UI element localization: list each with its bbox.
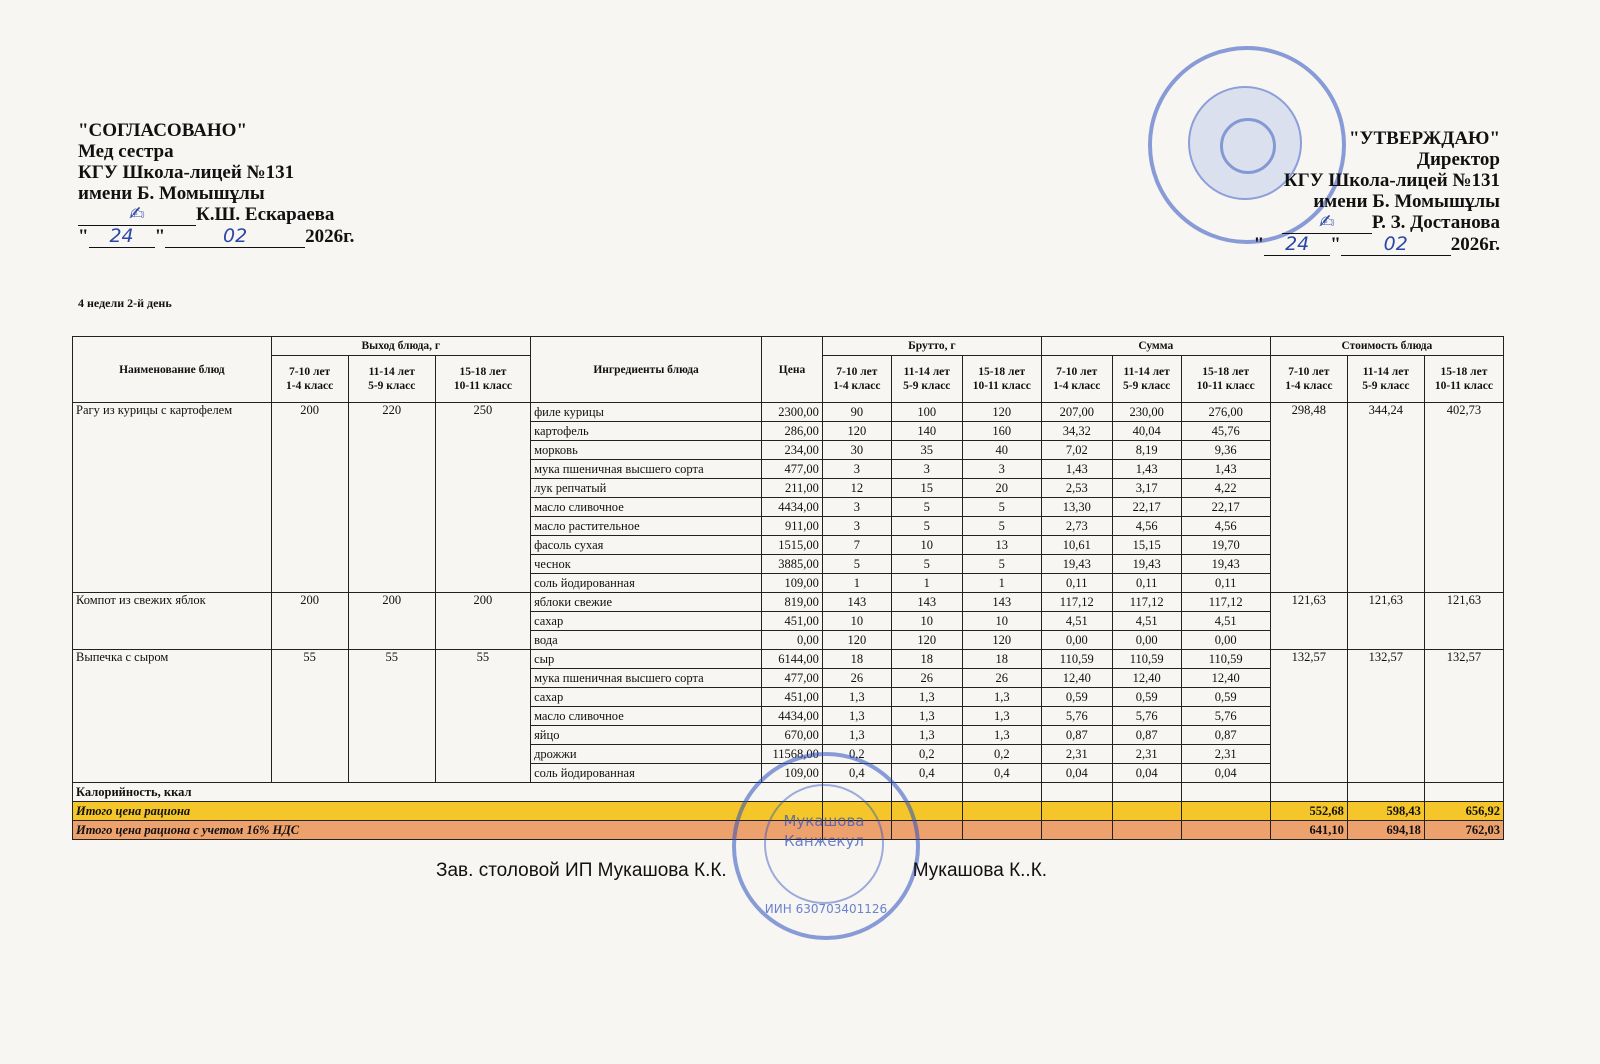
ingredient-price: 670,00 [762, 726, 823, 745]
approval-left [78, 120, 354, 248]
table-row [73, 650, 1504, 669]
ingredient-price: 911,00 [762, 517, 823, 536]
ingredient-sum: 3,17 [1112, 479, 1181, 498]
ingredient-sum: 2,53 [1041, 479, 1112, 498]
ingredient-price: 819,00 [762, 593, 823, 612]
approval-left-person: К.Ш. Ескараева [196, 204, 335, 225]
age-label: 7-10 лет [1056, 366, 1098, 378]
week-day-label: 4 недели 2-й день [78, 296, 172, 310]
empty-cell [1112, 802, 1181, 821]
total-vat-row-value: 641,10 [1270, 821, 1347, 840]
ingredient-sum: 0,04 [1041, 764, 1112, 783]
empty-cell [1112, 783, 1181, 802]
ingredient-sum: 45,76 [1181, 422, 1270, 441]
approval-left-org-name: имени Б. Момышұлы [78, 183, 265, 204]
approval-left-title: "СОГЛАСОВАНО" [78, 120, 248, 141]
ingredient-gross: 1,3 [962, 688, 1041, 707]
ingredient-sum: 0,87 [1181, 726, 1270, 745]
dish-cost: 298,48 [1270, 403, 1347, 593]
ingredient-sum: 19,43 [1181, 555, 1270, 574]
ingredient-sum: 0,00 [1181, 631, 1270, 650]
dish-output: 200 [435, 593, 530, 650]
ingredient-gross: 1,3 [822, 707, 891, 726]
ingredient-gross: 143 [891, 593, 962, 612]
ingredient-name: яблоки свежие [531, 593, 762, 612]
ingredient-sum: 0,59 [1041, 688, 1112, 707]
approval-left-month: 02 [165, 226, 305, 248]
ingredient-sum: 117,12 [1112, 593, 1181, 612]
approval-left-day: 24 [89, 226, 155, 248]
header-output: Выход блюда, г [271, 337, 530, 356]
ingredient-gross: 3 [891, 460, 962, 479]
ingredient-gross: 18 [891, 650, 962, 669]
ingredient-sum: 5,76 [1181, 707, 1270, 726]
total-row-value: 598,43 [1347, 802, 1424, 821]
ingredient-sum: 0,00 [1112, 631, 1181, 650]
empty-cell [962, 802, 1041, 821]
age-label: 15-18 лет [1440, 366, 1488, 378]
age-label: 11-14 лет [903, 366, 950, 378]
ingredient-sum: 2,73 [1041, 517, 1112, 536]
ingredient-sum: 0,11 [1041, 574, 1112, 593]
ingredient-gross: 26 [962, 669, 1041, 688]
table-row [73, 403, 1504, 422]
empty-cell [1041, 802, 1112, 821]
ingredient-price: 11568,00 [762, 745, 823, 764]
ingredient-sum: 4,51 [1041, 612, 1112, 631]
approval-left-position: Мед сестра [78, 141, 174, 162]
ingredient-gross: 1,3 [891, 726, 962, 745]
ingredient-gross: 12 [822, 479, 891, 498]
ingredient-gross: 1,3 [962, 707, 1041, 726]
ingredient-gross: 0,2 [822, 745, 891, 764]
ingredient-price: 1515,00 [762, 536, 823, 555]
ingredient-gross: 10 [891, 612, 962, 631]
ingredient-gross: 3 [822, 517, 891, 536]
age-label: 7-10 лет [1288, 366, 1330, 378]
dish-name: Выпечка с сыром [73, 650, 272, 783]
ingredient-gross: 3 [822, 498, 891, 517]
ingredient-gross: 1 [962, 574, 1041, 593]
ingredient-sum: 2,31 [1112, 745, 1181, 764]
approval-left-signature-line [78, 204, 354, 226]
ingredient-sum: 0,04 [1181, 764, 1270, 783]
dish-output: 55 [271, 650, 348, 783]
ingredient-name: масло сливочное [531, 498, 762, 517]
ingredient-sum: 19,70 [1181, 536, 1270, 555]
empty-cell [1181, 802, 1270, 821]
ingredient-sum: 19,43 [1112, 555, 1181, 574]
ingredient-name: чеснок [531, 555, 762, 574]
approval-right [1254, 128, 1500, 256]
approval-left-org: КГУ Школа-лицей №131 [78, 162, 295, 183]
seal-iin: ИИН 630703401126 [764, 902, 888, 916]
dish-cost: 121,63 [1270, 593, 1347, 650]
ingredient-gross: 13 [962, 536, 1041, 555]
ingredient-gross: 3 [962, 460, 1041, 479]
ingredient-sum: 207,00 [1041, 403, 1112, 422]
dish-output: 200 [271, 403, 348, 593]
ingredient-sum: 1,43 [1181, 460, 1270, 479]
dish-cost: 121,63 [1424, 593, 1503, 650]
ingredient-gross: 0,4 [962, 764, 1041, 783]
ingredient-name: сыр [531, 650, 762, 669]
header-age-group [1347, 356, 1424, 403]
ingredient-name: сахар [531, 688, 762, 707]
ingredient-gross: 30 [822, 441, 891, 460]
total-vat-row-value: 694,18 [1347, 821, 1424, 840]
ingredient-gross: 1,3 [822, 688, 891, 707]
header-age-group [348, 356, 435, 403]
ingredient-gross: 160 [962, 422, 1041, 441]
header-row [73, 337, 1504, 356]
dish-output: 55 [435, 650, 530, 783]
calories-label: Калорийность, ккал [73, 783, 823, 802]
ingredient-price: 109,00 [762, 764, 823, 783]
ingredient-name: масло сливочное [531, 707, 762, 726]
ingredient-price: 0,00 [762, 631, 823, 650]
ingredient-gross: 5 [891, 555, 962, 574]
dish-output: 220 [348, 403, 435, 593]
grade-label: 5-9 класс [1123, 380, 1171, 392]
header-gross: Брутто, г [822, 337, 1041, 356]
ingredient-gross: 20 [962, 479, 1041, 498]
ingredient-gross: 120 [891, 631, 962, 650]
ingredient-sum: 34,32 [1041, 422, 1112, 441]
ingredient-sum: 1,43 [1041, 460, 1112, 479]
dish-output: 200 [348, 593, 435, 650]
ingredient-name: лук репчатый [531, 479, 762, 498]
age-label: 11-14 лет [1123, 366, 1170, 378]
signature-blank [78, 204, 196, 226]
ingredient-gross: 1,3 [822, 726, 891, 745]
dish-cost: 132,57 [1424, 650, 1503, 783]
dish-cost: 132,57 [1347, 650, 1424, 783]
grade-label: 5-9 класс [903, 380, 951, 392]
empty-cell [1112, 821, 1181, 840]
ingredient-sum: 13,30 [1041, 498, 1112, 517]
ingredient-name: вода [531, 631, 762, 650]
footer-signature-line [436, 860, 1047, 882]
grade-label: 1-4 класс [833, 380, 881, 392]
ingredient-sum: 4,51 [1181, 612, 1270, 631]
header-dish-cost: Стоимость блюда [1270, 337, 1503, 356]
ingredient-gross: 143 [822, 593, 891, 612]
empty-cell [1181, 821, 1270, 840]
ingredient-gross: 1,3 [891, 688, 962, 707]
ingredient-sum: 2,31 [1181, 745, 1270, 764]
dish-cost: 132,57 [1270, 650, 1347, 783]
ingredient-gross: 1 [891, 574, 962, 593]
age-label: 7-10 лет [289, 366, 331, 378]
dish-name: Компот из свежих яблок [73, 593, 272, 650]
ingredient-gross: 90 [822, 403, 891, 422]
ingredient-price: 451,00 [762, 612, 823, 631]
header-age-group [1112, 356, 1181, 403]
ingredient-price: 451,00 [762, 688, 823, 707]
ingredient-sum: 5,76 [1041, 707, 1112, 726]
dish-output: 250 [435, 403, 530, 593]
ingredient-name: соль йодированная [531, 764, 762, 783]
approval-left-year: 2026г. [305, 226, 355, 247]
approval-right-day: 24 [1264, 234, 1330, 256]
ingredient-sum: 110,59 [1181, 650, 1270, 669]
handwritten-signature: ✍ [129, 203, 145, 225]
ingredient-name: фасоль сухая [531, 536, 762, 555]
ingredient-sum: 1,43 [1112, 460, 1181, 479]
ingredient-sum: 0,00 [1041, 631, 1112, 650]
ingredient-sum: 22,17 [1181, 498, 1270, 517]
ingredient-price: 109,00 [762, 574, 823, 593]
total-vat-row-value: 762,03 [1424, 821, 1503, 840]
grade-label: 10-11 класс [1434, 380, 1493, 392]
ingredient-sum: 0,11 [1181, 574, 1270, 593]
ingredient-gross: 120 [822, 422, 891, 441]
grade-label: 1-4 класс [1285, 380, 1333, 392]
footer-right: Мукашова К..К. [912, 860, 1048, 881]
ingredient-gross: 100 [891, 403, 962, 422]
ingredient-gross: 26 [891, 669, 962, 688]
grade-label: 5-9 класс [368, 380, 416, 392]
ingredient-sum: 4,51 [1112, 612, 1181, 631]
total-row-value: 552,68 [1270, 802, 1347, 821]
approval-right-year: 2026г. [1450, 234, 1500, 255]
ingredient-price: 4434,00 [762, 707, 823, 726]
ingredient-sum: 12,40 [1181, 669, 1270, 688]
header-age-group [1270, 356, 1347, 403]
header-age-group [271, 356, 348, 403]
ingredient-sum: 2,31 [1041, 745, 1112, 764]
dish-output: 200 [271, 593, 348, 650]
empty-cell [1181, 783, 1270, 802]
ingredient-sum: 22,17 [1112, 498, 1181, 517]
age-label: 15-18 лет [1202, 366, 1250, 378]
ingredient-gross: 120 [962, 631, 1041, 650]
grade-label: 5-9 класс [1362, 380, 1410, 392]
ingredient-gross: 120 [962, 403, 1041, 422]
ingredient-gross: 0,4 [822, 764, 891, 783]
ingredient-gross: 26 [822, 669, 891, 688]
ingredient-sum: 0,11 [1112, 574, 1181, 593]
dish-cost: 402,73 [1424, 403, 1503, 593]
ingredient-sum: 110,59 [1041, 650, 1112, 669]
ingredient-sum: 12,40 [1041, 669, 1112, 688]
ingredient-name: филе курицы [531, 403, 762, 422]
ingredient-gross: 40 [962, 441, 1041, 460]
ingredient-gross: 10 [822, 612, 891, 631]
approval-left-date: " 24 " 02 2026г. [78, 225, 355, 247]
seal-text-surname: Канжекул [784, 832, 864, 850]
ingredient-sum: 110,59 [1112, 650, 1181, 669]
header-age-group [435, 356, 530, 403]
age-label: 7-10 лет [836, 366, 878, 378]
canteen-round-seal [732, 752, 920, 940]
ingredient-sum: 276,00 [1181, 403, 1270, 422]
ingredient-name: сахар [531, 612, 762, 631]
header-age-group [822, 356, 891, 403]
ingredient-name: мука пшеничная высшего сорта [531, 460, 762, 479]
approval-right-month: 02 [1341, 234, 1451, 256]
header-price: Цена [762, 337, 823, 403]
header-age-group [1181, 356, 1270, 403]
ingredient-sum: 0,59 [1112, 688, 1181, 707]
grade-label: 1-4 класс [286, 380, 334, 392]
ingredient-sum: 117,12 [1041, 593, 1112, 612]
ingredient-gross: 5 [962, 498, 1041, 517]
header-ingredients: Ингредиенты блюда [531, 337, 762, 403]
ingredient-gross: 18 [962, 650, 1041, 669]
ingredient-price: 211,00 [762, 479, 823, 498]
ingredient-gross: 7 [822, 536, 891, 555]
ingredient-name: картофель [531, 422, 762, 441]
ingredient-sum: 0,59 [1181, 688, 1270, 707]
age-label: 15-18 лет [459, 366, 507, 378]
approval-right-org: КГУ Школа-лицей №131 [1283, 170, 1500, 191]
ingredient-sum: 10,61 [1041, 536, 1112, 555]
grade-label: 10-11 класс [972, 380, 1031, 392]
ingredient-gross: 5 [891, 498, 962, 517]
ingredient-sum: 4,56 [1112, 517, 1181, 536]
ingredient-price: 477,00 [762, 460, 823, 479]
approval-right-person: Р. З. Достанова [1371, 212, 1500, 233]
header-age-group [1424, 356, 1503, 403]
empty-cell [962, 783, 1041, 802]
empty-cell [1347, 783, 1424, 802]
ingredient-price: 2300,00 [762, 403, 823, 422]
total-vat-row-label: Итого цена рациона с учетом 16% НДС [73, 821, 823, 840]
empty-cell [1041, 821, 1112, 840]
ingredient-name: дрожжи [531, 745, 762, 764]
ingredient-sum: 4,56 [1181, 517, 1270, 536]
ingredient-sum: 5,76 [1112, 707, 1181, 726]
ingredient-sum: 4,22 [1181, 479, 1270, 498]
ingredient-sum: 19,43 [1041, 555, 1112, 574]
header-age-group [1041, 356, 1112, 403]
dish-name: Рагу из курицы с картофелем [73, 403, 272, 593]
empty-cell [1424, 783, 1503, 802]
ingredient-sum: 7,02 [1041, 441, 1112, 460]
ingredient-sum: 0,87 [1112, 726, 1181, 745]
age-label: 15-18 лет [978, 366, 1026, 378]
age-label: 11-14 лет [368, 366, 415, 378]
approval-right-title: "УТВЕРЖДАЮ" [1349, 128, 1500, 149]
ingredient-gross: 3 [822, 460, 891, 479]
ingredient-gross: 143 [962, 593, 1041, 612]
ingredient-gross: 120 [822, 631, 891, 650]
ingredient-gross: 140 [891, 422, 962, 441]
seal-text-name: Мукашова [783, 812, 865, 830]
header-age-group [962, 356, 1041, 403]
ingredient-sum: 0,04 [1112, 764, 1181, 783]
header-sum: Сумма [1041, 337, 1270, 356]
ingredient-sum: 15,15 [1112, 536, 1181, 555]
ingredient-name: мука пшеничная высшего сорта [531, 669, 762, 688]
ingredient-sum: 117,12 [1181, 593, 1270, 612]
ingredient-price: 4434,00 [762, 498, 823, 517]
ingredient-name: яйцо [531, 726, 762, 745]
signature-blank [1282, 212, 1372, 234]
ingredient-name: соль йодированная [531, 574, 762, 593]
ingredient-sum: 40,04 [1112, 422, 1181, 441]
dish-cost: 121,63 [1347, 593, 1424, 650]
ingredient-name: морковь [531, 441, 762, 460]
ingredient-gross: 10 [891, 536, 962, 555]
dish-cost: 344,24 [1347, 403, 1424, 593]
footer-left: Зав. столовой ИП Мукашова К.К. [436, 860, 727, 881]
ingredient-gross: 0,4 [891, 764, 962, 783]
ingredient-sum: 9,36 [1181, 441, 1270, 460]
handwritten-signature: ✍ [1318, 211, 1335, 233]
table-row [73, 593, 1504, 612]
grade-label: 10-11 класс [453, 380, 512, 392]
ingredient-sum: 8,19 [1112, 441, 1181, 460]
ingredient-price: 234,00 [762, 441, 823, 460]
ingredient-gross: 35 [891, 441, 962, 460]
ingredient-gross: 18 [822, 650, 891, 669]
approval-right-position: Директор [1416, 149, 1500, 170]
ingredient-gross: 15 [891, 479, 962, 498]
ingredient-price: 6144,00 [762, 650, 823, 669]
header-age-group [891, 356, 962, 403]
approval-right-org-name: имени Б. Момышұлы [1313, 191, 1500, 212]
approval-right-signature-line [1254, 212, 1500, 234]
ingredient-gross: 1,3 [891, 707, 962, 726]
ingredient-gross: 5 [962, 517, 1041, 536]
ingredient-gross: 5 [891, 517, 962, 536]
grade-label: 1-4 класс [1053, 380, 1101, 392]
dish-output: 55 [348, 650, 435, 783]
empty-cell [962, 821, 1041, 840]
ingredient-gross: 5 [962, 555, 1041, 574]
grade-label: 10-11 класс [1196, 380, 1255, 392]
ingredient-price: 3885,00 [762, 555, 823, 574]
total-row-label: Итого цена рациона [73, 802, 823, 821]
empty-cell [1041, 783, 1112, 802]
ingredient-sum: 12,40 [1112, 669, 1181, 688]
ingredient-sum: 230,00 [1112, 403, 1181, 422]
ingredient-gross: 1,3 [962, 726, 1041, 745]
approval-right-date: " 24 " 02 2026г. [1253, 233, 1500, 255]
total-row-value: 656,92 [1424, 802, 1503, 821]
ingredient-gross: 5 [822, 555, 891, 574]
ingredient-name: масло растительное [531, 517, 762, 536]
ingredient-price: 286,00 [762, 422, 823, 441]
ingredient-gross: 10 [962, 612, 1041, 631]
ingredient-price: 477,00 [762, 669, 823, 688]
ingredient-sum: 0,87 [1041, 726, 1112, 745]
age-label: 11-14 лет [1362, 366, 1409, 378]
ingredient-gross: 0,2 [891, 745, 962, 764]
ingredient-gross: 0,2 [962, 745, 1041, 764]
seal-inner-ring [764, 784, 884, 904]
empty-cell [1270, 783, 1347, 802]
ingredient-gross: 1 [822, 574, 891, 593]
header-dish-name: Наименование блюд [73, 337, 272, 403]
